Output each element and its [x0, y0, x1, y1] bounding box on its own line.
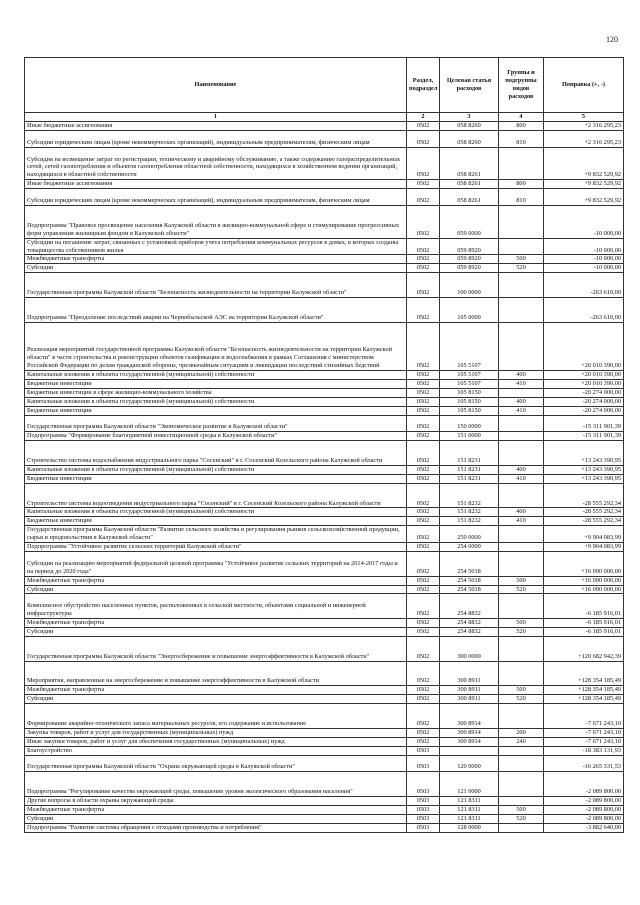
row-group: 800: [499, 122, 544, 131]
row-amount: +9 832 529,92: [544, 180, 624, 189]
row-amount: -10 000,00: [544, 255, 624, 264]
row-article: 151 8231: [440, 474, 499, 483]
header-row: [25, 58, 624, 113]
row-amount: +20 010 390,00: [544, 370, 624, 379]
row-article: 151 0000: [440, 432, 499, 441]
row-article: 105 5107: [440, 322, 499, 370]
row-amount: +128 354 185,49: [544, 686, 624, 695]
row-group: [499, 661, 544, 686]
row-amount: -28 555 292,34: [544, 508, 624, 517]
row-section: 0502: [407, 483, 440, 508]
row-article: 121 0000: [440, 772, 499, 797]
row-group: [499, 636, 544, 661]
row-section: 0503: [407, 797, 440, 806]
row-amount: -2 089 800,00: [544, 805, 624, 814]
table-row: [25, 805, 624, 814]
row-amount: -263 610,00: [544, 297, 624, 322]
row-group: [499, 797, 544, 806]
row-amount: +13 243 390,95: [544, 465, 624, 474]
row-section: 0502: [407, 585, 440, 594]
row-article: 121 8311: [440, 814, 499, 823]
row-section: 0502: [407, 432, 440, 441]
row-group: [499, 206, 544, 239]
table-row: [25, 551, 624, 576]
row-article: 058 8261: [440, 147, 499, 180]
row-amount: -16 265 331,53: [544, 755, 624, 772]
row-amount: -15 311 901,39: [544, 432, 624, 441]
row-name: Субсидии: [25, 814, 407, 823]
row-group: [499, 755, 544, 772]
row-article: 105 0000: [440, 297, 499, 322]
row-name: Государственная программа Калужской области "Развитие сельского хозяйства и регулирования рынков сельскохозяйственной продукции, сырья и продовольствия в Калужской области": [25, 526, 407, 543]
row-section: 0502: [407, 388, 440, 397]
row-amount: -6 185 916,01: [544, 594, 624, 619]
row-article: 105 8150: [440, 388, 499, 397]
row-section: 0502: [407, 628, 440, 637]
row-name: Подпрограмма "Преодоление последствий аварии на Чернобыльской АЭС на территории Калужской области": [25, 297, 407, 322]
row-name: Комплексное обустройство населенных пунктов, расположенных в сельской местности, объектами социальной и инженерной инфраструктуры: [25, 594, 407, 619]
row-amount: -6 185 916,01: [544, 619, 624, 628]
row-article: 254 5018: [440, 576, 499, 585]
row-amount: -3 882 640,00: [544, 823, 624, 832]
row-group: 500: [499, 255, 544, 264]
row-name: Иные бюджетные ассигнования: [25, 122, 407, 131]
row-section: 0502: [407, 543, 440, 552]
table-row: [25, 508, 624, 517]
row-section: 0502: [407, 636, 440, 661]
row-article: 254 8832: [440, 619, 499, 628]
row-article: 254 5018: [440, 585, 499, 594]
row-article: 059 8920: [440, 264, 499, 273]
row-article: 151 8232: [440, 517, 499, 526]
row-group: 500: [499, 686, 544, 695]
header-groups: Группы и подгруппы видов расходов: [499, 58, 544, 113]
table-row: [25, 370, 624, 379]
row-article: 128 0000: [440, 823, 499, 832]
page-number: 120: [606, 35, 618, 44]
row-section: 0502: [407, 415, 440, 432]
row-article: 254 8832: [440, 628, 499, 637]
row-section: 0502: [407, 704, 440, 729]
row-name: Капитальные вложения в объекты государственной (муниципальной) собственности: [25, 465, 407, 474]
row-amount: +9 832 529,92: [544, 147, 624, 180]
row-name: Подпрограмма "Развитие системы обращения с отходами производства и потребления": [25, 823, 407, 832]
row-group: 520: [499, 628, 544, 637]
row-amount: -7 671 243,10: [544, 737, 624, 746]
row-section: 0502: [407, 441, 440, 466]
table-row: [25, 737, 624, 746]
row-name: Бюджетные инвестиции: [25, 406, 407, 415]
row-name: Строительство системы водоснабжения индустриального парка "Сосенский" в г. Сосенский Козельского района Калужской области: [25, 441, 407, 466]
row-article: 105 8150: [440, 406, 499, 415]
row-section: 0502: [407, 130, 440, 147]
column-number: 1: [25, 113, 407, 122]
table-row: [25, 180, 624, 189]
row-amount: -28 555 292,34: [544, 517, 624, 526]
row-amount: -7 671 243,10: [544, 704, 624, 729]
row-group: 400: [499, 397, 544, 406]
row-name: Реализация мероприятий государственной программы Калужской области "Безопасность жизнедеятельности на территории Калужской области" в части строительства и реконструкции объектов газификации и водоснабжения в рамках Соглашения с министерством Российской Федерации по делам гражданской обороны, чрезвычайным ситуациям и ликвидации последствий стихийных бедствий: [25, 322, 407, 370]
row-amount: +9 832 529,92: [544, 189, 624, 206]
row-section: 0502: [407, 551, 440, 576]
row-name: Государственная программа Калужской области "Безопасность жизнедеятельности на территории Калужской области": [25, 273, 407, 298]
row-article: 151 8231: [440, 441, 499, 466]
table-row: [25, 130, 624, 147]
row-section: 0503: [407, 746, 440, 755]
table-row: [25, 585, 624, 594]
row-article: 300 8914: [440, 704, 499, 729]
row-group: 520: [499, 264, 544, 273]
row-section: 0502: [407, 264, 440, 273]
table-row: [25, 728, 624, 737]
row-name: Другие вопросы в области охраны окружающей среды: [25, 797, 407, 806]
table-row: [25, 189, 624, 206]
table-row: [25, 695, 624, 704]
row-amount: +20 010 390,00: [544, 379, 624, 388]
row-amount: +128 354 185,49: [544, 661, 624, 686]
row-amount: +120 682 942,39: [544, 636, 624, 661]
table-row: [25, 206, 624, 239]
table-row: [25, 755, 624, 772]
row-group: [499, 147, 544, 180]
row-article: 059 0000: [440, 206, 499, 239]
row-article: 105 5107: [440, 370, 499, 379]
row-section: 0502: [407, 297, 440, 322]
row-article: 300 8914: [440, 737, 499, 746]
header-section: Раздел, подраздел: [407, 58, 440, 113]
row-name: Иные закупки товаров, работ и услуг для обеспечения государственных (муниципальных) нужд: [25, 737, 407, 746]
row-amount: +128 354 185,49: [544, 695, 624, 704]
table-row: [25, 746, 624, 755]
row-article: 151 8232: [440, 483, 499, 508]
row-amount: +13 243 390,95: [544, 474, 624, 483]
row-amount: -2 089 800,00: [544, 772, 624, 797]
row-group: 800: [499, 180, 544, 189]
table-row: [25, 441, 624, 466]
table-row: [25, 147, 624, 180]
row-article: 151 8232: [440, 508, 499, 517]
row-amount: +20 010 390,00: [544, 322, 624, 370]
row-section: 0502: [407, 686, 440, 695]
row-amount: -18 383 131,93: [544, 746, 624, 755]
row-group: 500: [499, 805, 544, 814]
row-group: 400: [499, 370, 544, 379]
row-amount: +2 316 295,23: [544, 122, 624, 131]
row-article: 250 0000: [440, 526, 499, 543]
header-amendment: Поправка (+, -): [544, 58, 624, 113]
row-section: 0502: [407, 465, 440, 474]
table-row: [25, 594, 624, 619]
row-name: Подпрограмма "Регулирование качества окружающей среды, повышение уровня экологического образования населения": [25, 772, 407, 797]
row-section: 0502: [407, 273, 440, 298]
header-name: Наименование: [25, 58, 407, 113]
table-row: [25, 264, 624, 273]
table-row: [25, 474, 624, 483]
row-section: 0502: [407, 728, 440, 737]
table-row: [25, 322, 624, 370]
table-row: [25, 406, 624, 415]
row-group: 410: [499, 517, 544, 526]
table-row: [25, 772, 624, 797]
row-article: [440, 746, 499, 755]
row-article: 121 8311: [440, 805, 499, 814]
row-name: Бюджетные инвестиции: [25, 517, 407, 526]
row-name: Подпрограмма "Устойчивое развитие сельских территорий Калужской области": [25, 543, 407, 552]
row-section: 0503: [407, 814, 440, 823]
table-row: [25, 517, 624, 526]
column-number: 4: [499, 113, 544, 122]
row-group: 410: [499, 474, 544, 483]
row-name: Субсидии на реализацию мероприятий федеральной целевой программы "Устойчивое развитие сельских территорий на 2014-2017 годы и на период до 2020 года": [25, 551, 407, 576]
row-name: Бюджетные инвестиции в сфере жилищно-коммунального хозяйства: [25, 388, 407, 397]
row-amount: -20 274 000,00: [544, 388, 624, 397]
table-row: [25, 238, 624, 255]
row-name: Межбюджетные трансферты: [25, 255, 407, 264]
row-amount: -20 274 000,00: [544, 397, 624, 406]
row-section: 0502: [407, 508, 440, 517]
row-article: 105 8150: [440, 397, 499, 406]
row-section: 0502: [407, 526, 440, 543]
row-section: 0502: [407, 474, 440, 483]
row-amount: -10 000,00: [544, 264, 624, 273]
row-amount: -263 610,00: [544, 273, 624, 298]
row-name: Субсидии: [25, 264, 407, 273]
row-name: Подпрограмма "Формирование благоприятной инвестиционной среды в Калужской области": [25, 432, 407, 441]
table-row: [25, 686, 624, 695]
row-section: 0503: [407, 805, 440, 814]
row-article: 254 0000: [440, 543, 499, 552]
row-section: 0503: [407, 823, 440, 832]
column-number: 2: [407, 113, 440, 122]
row-amount: -7 671 243,10: [544, 728, 624, 737]
row-name: Капитальные вложения в объекты государственной (муниципальной) собственности: [25, 397, 407, 406]
row-name: Межбюджетные трансферты: [25, 686, 407, 695]
row-group: [499, 594, 544, 619]
row-article: 058 8260: [440, 122, 499, 131]
table-row: [25, 465, 624, 474]
row-group: [499, 543, 544, 552]
table-row: [25, 704, 624, 729]
row-section: 0502: [407, 180, 440, 189]
row-amount: -6 185 916,01: [544, 628, 624, 637]
row-group: [499, 432, 544, 441]
table-row: [25, 397, 624, 406]
row-section: 0502: [407, 255, 440, 264]
row-section: 0503: [407, 772, 440, 797]
row-group: 410: [499, 379, 544, 388]
row-group: [499, 483, 544, 508]
row-name: Бюджетные инвестиции: [25, 379, 407, 388]
table-row: [25, 526, 624, 543]
table-row: [25, 661, 624, 686]
table-row: [25, 628, 624, 637]
row-group: [499, 441, 544, 466]
row-section: 0502: [407, 576, 440, 585]
row-group: [499, 238, 544, 255]
row-name: Бюджетные инвестиции: [25, 474, 407, 483]
row-name: Субсидии юридическим лицам (кроме некоммерческих организаций), индивидуальным предпринимателям, физическим лицам: [25, 130, 407, 147]
row-article: 120 0000: [440, 755, 499, 772]
table-row: [25, 576, 624, 585]
row-group: 400: [499, 508, 544, 517]
row-group: 200: [499, 728, 544, 737]
row-group: 410: [499, 406, 544, 415]
row-section: 0502: [407, 147, 440, 180]
row-name: Мероприятия, направленные на энергосбережение и повышение энергоэффективности в Калужской области: [25, 661, 407, 686]
row-section: 0502: [407, 379, 440, 388]
row-section: 0502: [407, 661, 440, 686]
row-name: Закупка товаров, работ и услуг для государственных (муниципальных) нужд: [25, 728, 407, 737]
table-row: [25, 273, 624, 298]
row-section: 0502: [407, 397, 440, 406]
table-row: [25, 814, 624, 823]
row-name: Субсидии юридическим лицам (кроме некоммерческих организаций), индивидуальным предпринимателям, физическим лицам: [25, 189, 407, 206]
table-row: [25, 255, 624, 264]
row-section: 0502: [407, 322, 440, 370]
table-row: [25, 297, 624, 322]
table-row: [25, 415, 624, 432]
table-row: [25, 636, 624, 661]
row-amount: +16 090 000,00: [544, 585, 624, 594]
row-article: 105 5107: [440, 379, 499, 388]
row-amount: -2 089 800,00: [544, 814, 624, 823]
row-name: Иные бюджетные ассигнования: [25, 180, 407, 189]
row-group: 240: [499, 737, 544, 746]
row-name: Межбюджетные трансферты: [25, 576, 407, 585]
row-amount: +13 243 390,95: [544, 441, 624, 466]
row-article: 059 8920: [440, 238, 499, 255]
row-group: 500: [499, 619, 544, 628]
row-name: Субсидия на возмещение затрат по регистрации, техническому и аварийному обслуживанию, а также содержанию газораспределительных сетей, сетей газопотребления и объектов газопотребления областной собственности, находящихся в хозяйственном ведении организаций, находящихся в областной собственности: [25, 147, 407, 180]
row-group: [499, 526, 544, 543]
row-group: 500: [499, 576, 544, 585]
row-name: Капитальные вложения в объекты государственной (муниципальной) собственности: [25, 370, 407, 379]
row-article: 300 0000: [440, 636, 499, 661]
row-section: 0502: [407, 370, 440, 379]
row-article: 300 8911: [440, 695, 499, 704]
row-section: 0502: [407, 517, 440, 526]
row-group: [499, 704, 544, 729]
row-article: 254 8832: [440, 594, 499, 619]
row-section: 0502: [407, 737, 440, 746]
table-row: [25, 388, 624, 397]
row-amount: -2 089 800,00: [544, 797, 624, 806]
row-amount: +9 904 083,99: [544, 543, 624, 552]
table-body: [25, 122, 624, 833]
row-name: Государственная программа Калужской области "Охрана окружающей среды в Калужской области": [25, 755, 407, 772]
row-group: 520: [499, 585, 544, 594]
row-name: Строительство системы водоотведения индустриального парка "Сосенский" в г. Сосенский Козельского района Калужской области: [25, 483, 407, 508]
row-section: 0502: [407, 695, 440, 704]
row-section: 0503: [407, 755, 440, 772]
table-row: [25, 432, 624, 441]
row-article: 058 8261: [440, 189, 499, 206]
row-amount: -15 311 901,39: [544, 415, 624, 432]
row-name: Межбюджетные трансферты: [25, 805, 407, 814]
row-group: [499, 273, 544, 298]
row-group: [499, 823, 544, 832]
table-row: [25, 122, 624, 131]
row-article: 058 8261: [440, 180, 499, 189]
row-group: [499, 746, 544, 755]
row-article: 150 0000: [440, 415, 499, 432]
row-group: 810: [499, 130, 544, 147]
row-article: 100 0000: [440, 273, 499, 298]
row-name: Подпрограмма "Правовое просвещение населения Калужской области в жилищно-коммунальной сфере и стимулирование прогрессивных форм управления жилищным фондом в Калужской области": [25, 206, 407, 239]
column-number-row: [25, 113, 624, 122]
column-number: 3: [440, 113, 499, 122]
row-amount: -10 000,00: [544, 206, 624, 239]
row-article: 300 8911: [440, 661, 499, 686]
row-section: 0502: [407, 238, 440, 255]
row-group: 520: [499, 695, 544, 704]
column-number: 5: [544, 113, 624, 122]
row-name: Субсидии: [25, 585, 407, 594]
row-name: Субсидии: [25, 695, 407, 704]
row-article: 254 5018: [440, 551, 499, 576]
row-article: 058 8260: [440, 130, 499, 147]
table-row: [25, 483, 624, 508]
row-article: 151 8231: [440, 465, 499, 474]
row-article: 059 8920: [440, 255, 499, 264]
row-name: Субсидии: [25, 628, 407, 637]
table-row: [25, 379, 624, 388]
row-group: [499, 772, 544, 797]
table-row: [25, 823, 624, 832]
row-group: [499, 415, 544, 432]
row-amount: +16 090 000,00: [544, 551, 624, 576]
row-section: 0502: [407, 122, 440, 131]
table-row: [25, 543, 624, 552]
row-name: Благоустройство: [25, 746, 407, 755]
row-group: 520: [499, 814, 544, 823]
row-amount: -28 555 292,34: [544, 483, 624, 508]
row-name: Межбюджетные трансферты: [25, 619, 407, 628]
row-amount: +16 090 000,00: [544, 576, 624, 585]
row-name: Субсидии на погашение затрат, связанных с установкой приборов учета потребления коммунальных ресурсов в домах, в которых созданы товарищества собственников жилья: [25, 238, 407, 255]
row-group: 400: [499, 465, 544, 474]
row-name: Капитальные вложения в объекты государственной (муниципальной) собственности: [25, 508, 407, 517]
row-article: 121 8311: [440, 797, 499, 806]
row-section: 0502: [407, 594, 440, 619]
row-section: 0502: [407, 189, 440, 206]
row-group: [499, 322, 544, 370]
row-amount: +2 316 295,23: [544, 130, 624, 147]
row-group: [499, 297, 544, 322]
row-name: Государственная программа Калужской области "Экономическое развитие в Калужской области": [25, 415, 407, 432]
row-section: 0502: [407, 406, 440, 415]
budget-amendments-table: [24, 57, 624, 833]
row-amount: -20 274 000,00: [544, 406, 624, 415]
row-group: 810: [499, 189, 544, 206]
row-amount: +9 904 083,99: [544, 526, 624, 543]
row-amount: -10 000,00: [544, 238, 624, 255]
row-article: 300 8911: [440, 686, 499, 695]
header-article: Целевая статья расходов: [440, 58, 499, 113]
row-group: [499, 388, 544, 397]
row-name: Государственная программа Калужской области "Энергосбережение и повышение энергоэффективности в Калужской области": [25, 636, 407, 661]
row-name: Формирование аварийно-технического запаса материальных ресурсов, его содержание и использование: [25, 704, 407, 729]
row-section: 0502: [407, 619, 440, 628]
table-row: [25, 797, 624, 806]
row-group: [499, 551, 544, 576]
row-section: 0502: [407, 206, 440, 239]
table-row: [25, 619, 624, 628]
row-article: 300 8914: [440, 728, 499, 737]
